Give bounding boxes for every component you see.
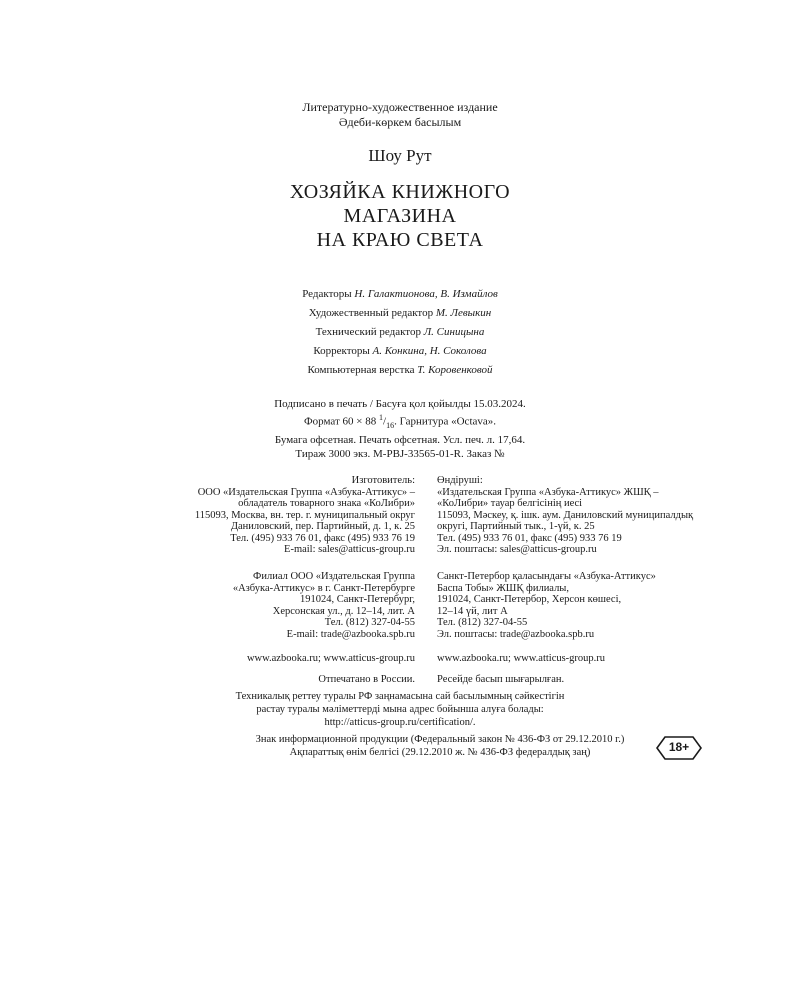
credit-names: М. Левыкин (435, 307, 492, 319)
manufacturer-kz-line: «Издательская Группа «Азбука-Аттикус» ЖШҚ – (437, 486, 659, 498)
genre-block (0, 100, 800, 130)
branch-kz-line: Баспа Тобы» ЖШҚ филиалы, (437, 582, 569, 594)
format-suffix: . Гарнитура «Octava». (394, 415, 497, 428)
title-line-1: ХОЗЯЙКА КНИЖНОГО (289, 181, 511, 203)
credit-line (0, 361, 800, 380)
genre-ru: Литературно-художественное издание (302, 100, 498, 114)
print-run-line: Тираж 3000 экз. M-PBJ-33565-01-R. Заказ № (295, 447, 505, 460)
age-rating-line-ru: Знак информационной продукции (Федеральный закон № 436-ФЗ от 29.12.2010 г.) (255, 734, 625, 745)
manufacturer-kz-line: «КоЛибри» тауар белгісінің иесі (437, 498, 583, 509)
branch-ru-line: E-mail: trade@azbooka.spb.ru (286, 628, 415, 640)
credit-line (0, 304, 800, 323)
manufacturer-kz-line: Тел. (495) 933 76 01, факс (495) 933 76 19 (437, 532, 622, 544)
branch-kz-line: Тел. (812) 327-04-55 (437, 617, 528, 628)
signed-to-print: Подписано в печать / Басуға қол қойылды 15.03.2024. (274, 398, 526, 410)
author-name: Шоу Рут (368, 146, 432, 165)
format-sup: 1 (379, 413, 384, 422)
credit-role: Корректоры (313, 345, 370, 357)
branch-kz-line: Эл. поштасы: trade@azbooka.spb.ru (437, 628, 595, 640)
credit-line (0, 285, 800, 304)
credit-role: Художественный редактор (308, 307, 434, 319)
title-line-3: НА КРАЮ СВЕТА (316, 229, 484, 251)
format-line: Формат 60 × 88 $^1/_{16}$. Гарнитура «Octava». (303, 413, 497, 430)
credit-role: Редакторы (302, 288, 352, 300)
branch-kz-line: 12–14 үй, лит А (437, 605, 508, 617)
manufacturer-ru-line: обладатель товарного знака «КоЛибри» (238, 498, 415, 509)
credit-line (0, 323, 800, 342)
print-details (0, 397, 800, 461)
title-line-2: МАГАЗИНА (343, 205, 457, 227)
credit-names: Т. Коровенковой (417, 364, 493, 376)
printed-ru: Отпечатано в России. (318, 674, 415, 685)
printed-kz: Ресейде басып шығарылған. (437, 674, 565, 685)
manufacturer-ru-line: Тел. (495) 933 76 01, факс (495) 933 76 19 (230, 532, 415, 544)
certification-line: Техникалық реттеу туралы РФ заңнамасына сай басылымның сәйкестігін (235, 691, 565, 702)
branch-ru-line: 191024, Санкт-Петербург, (299, 594, 415, 605)
manufacturer-kz-line: округі, Партийный тык., 1-үй, к. 25 (437, 521, 595, 532)
manufacturer-ru-line: Даниловский, пер. Партийный, д. 1, к. 25 (230, 521, 415, 532)
manufacturer-kz-line: Өндіруші: (437, 475, 483, 486)
credit-names: Н. Галактионова, В. Измайлов (354, 288, 498, 300)
paper-line: Бумага офсетная. Печать офсетная. Усл. печ. л. 17,64. (274, 433, 526, 446)
credit-names: Л. Синицына (423, 326, 485, 338)
age-badge-label: 18+ (668, 740, 690, 754)
branch-kz (437, 571, 767, 640)
age-rating-line-kz: Ақпараттық өнім белгісі (29.12.2010 ж. № 436-ФЗ федералдық заң) (289, 747, 591, 758)
manufacturer-ru-line: Изготовитель: (351, 475, 415, 486)
branch-ru-line: «Азбука-Аттикус» в г. Санкт-Петербурге (232, 582, 415, 594)
branch-ru-line: Тел. (812) 327-04-55 (324, 617, 415, 628)
manufacturer-ru-line: 115093, Москва, вн. тер. г. муниципальный округ (194, 509, 415, 521)
manufacturer-kz-line: 115093, Мәскеу, қ. ішк. аум. Даниловский муниципалдық (437, 509, 694, 521)
manufacturer-ru (115, 475, 415, 556)
branch-kz-line: Санкт-Петербор қаласындағы «Азбука-Аттикус» (437, 571, 656, 582)
website-kz: www.azbooka.ru; www.atticus-group.ru (437, 653, 606, 664)
credit-names: А. Конкина, Н. Соколова (372, 345, 487, 357)
age-rating-badge (655, 735, 703, 761)
credit-role: Технический редактор (315, 326, 421, 338)
branch-kz-line: 191024, Санкт-Петербор, Херсон көшесі, (437, 594, 622, 605)
genre-kz: Әдеби-көркем басылым (338, 115, 462, 129)
certification-note (0, 690, 800, 729)
manufacturer-ru-line: E-mail: sales@atticus-group.ru (284, 544, 415, 555)
branch-ru (115, 571, 415, 640)
certification-line: растау туралы мәліметтерді мына адрес бойынша алуға болады: (256, 704, 544, 715)
credit-line (0, 342, 800, 361)
manufacturer-kz (437, 475, 767, 556)
branch-ru-line: Филиал ООО «Издательская Группа (253, 571, 415, 582)
credit-role: Компьютерная верстка (307, 364, 415, 376)
format-sub: 16 (386, 420, 395, 430)
website-ru: www.azbooka.ru; www.atticus-group.ru (246, 653, 415, 664)
branch-ru-line: Херсонская ул., д. 12–14, лит. А (272, 605, 415, 617)
age-rating-text (230, 733, 650, 759)
book-title (0, 180, 800, 252)
manufacturer-kz-line: Эл. поштасы: sales@atticus-group.ru (437, 544, 597, 555)
format-prefix: Формат 60 × 88 (303, 415, 380, 428)
manufacturer-ru-line: ООО «Издательская Группа «Азбука-Аттикус» – (197, 486, 415, 498)
credits-block (0, 285, 800, 380)
certification-url: http://atticus-group.ru/certification/. (324, 717, 476, 728)
